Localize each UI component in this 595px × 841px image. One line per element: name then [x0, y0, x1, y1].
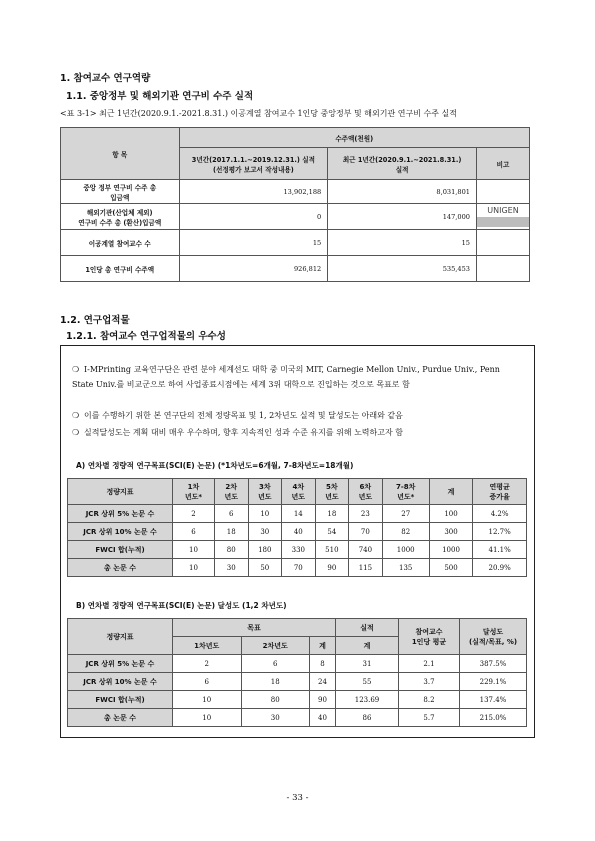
- row-label: 해외기관(산업체 제외) 연구비 수주 총 (환산)입금액: [61, 204, 180, 230]
- bullet-text: I-MPrinting 교육연구단은 관련 분야 세계선도 대학 중 미국의 MIT, Carnegie Mellon Univ., Purdue Univ., Penn State Univ.를 비교군으로 하여 사업종료시점에는 세계 3위 대학으로 진입하는 것으로 목표로 함: [72, 365, 500, 389]
- header-cell: 3차 년도: [248, 479, 282, 505]
- table3-title: B) 연차별 정량적 연구목표(SCI(E) 논문) 달성도 (1,2 차년도): [76, 601, 287, 610]
- research-target-table: [67, 478, 527, 577]
- cell: 1000: [429, 541, 472, 559]
- cell: 3.7: [399, 673, 460, 691]
- cell: 14: [282, 505, 316, 523]
- section-title: 1. 참여교수 연구역량: [60, 73, 151, 84]
- cell: 2.1: [399, 655, 460, 673]
- table-row: [68, 655, 527, 673]
- cell: 20.9%: [473, 559, 527, 577]
- table-row: [61, 256, 530, 282]
- cell: 24: [310, 673, 336, 691]
- cell-note: [476, 230, 529, 256]
- row-label: FWCI 합(누적): [68, 691, 173, 709]
- cell: 137.4%: [460, 691, 527, 709]
- row-label: 총 논문 수: [68, 709, 173, 727]
- section2-subtitle: 1.2.1. 참여교수 연구업적물의 우수성: [66, 331, 226, 342]
- row-label: JCR 상위 5% 논문 수: [68, 655, 173, 673]
- cell: 30: [241, 709, 310, 727]
- cell: 300: [429, 523, 472, 541]
- cell: 2: [173, 655, 242, 673]
- cell: 40: [282, 523, 316, 541]
- cell: 23: [349, 505, 383, 523]
- cell: 30: [214, 559, 248, 577]
- cell: 115: [349, 559, 383, 577]
- table-row: [68, 673, 527, 691]
- cell-3yr: 926,812: [179, 256, 328, 282]
- bullet-text: 실적달성도는 계획 대비 매우 우수하며, 향후 지속적인 성과 수준 유지를 위해 노력하고자 함: [84, 428, 403, 437]
- cell: 215.0%: [460, 709, 527, 727]
- bullet-item: [72, 425, 522, 440]
- cell: 31: [336, 655, 399, 673]
- cell: 8: [310, 655, 336, 673]
- cell: 18: [315, 505, 349, 523]
- cell: 12.7%: [473, 523, 527, 541]
- cell: 82: [382, 523, 429, 541]
- header-cell: 2차 년도: [214, 479, 248, 505]
- cell: 86: [336, 709, 399, 727]
- header-cell: 계: [310, 637, 336, 655]
- cell: 6: [241, 655, 310, 673]
- section2-title: 1.2. 연구업적물: [60, 315, 130, 326]
- cell: 80: [241, 691, 310, 709]
- cell: 40: [310, 709, 336, 727]
- page-number: - 33 -: [286, 793, 309, 803]
- row-label: FWCI 합(누적): [68, 541, 173, 559]
- header-cell: 정량지표: [68, 619, 173, 655]
- cell: 18: [241, 673, 310, 691]
- header-cell: 달성도 (실적/목표, %): [460, 619, 527, 655]
- cell: 80: [214, 541, 248, 559]
- header-cell: 4차 년도: [282, 479, 316, 505]
- cell: 70: [349, 523, 383, 541]
- cell-3yr: 15: [179, 230, 328, 256]
- cell: 180: [248, 541, 282, 559]
- table-row: [61, 204, 530, 230]
- header-cell: 실적: [336, 619, 399, 637]
- achievement-table: [67, 618, 527, 727]
- cell: 1000: [382, 541, 429, 559]
- header-cell: 1차년도: [173, 637, 242, 655]
- cell: 387.5%: [460, 655, 527, 673]
- cell: 4.2%: [473, 505, 527, 523]
- col-3yr-header: 3년간(2017.1.1.~2019.12.31.) 실적 (선정평가 보고서 작성내용): [179, 148, 328, 180]
- header-cell: 5차 년도: [315, 479, 349, 505]
- cell: 6: [214, 505, 248, 523]
- header-cell: 정량지표: [68, 479, 173, 505]
- cell: 5.7: [399, 709, 460, 727]
- redacted-bar: [477, 217, 529, 227]
- cell: 54: [315, 523, 349, 541]
- row-label: 총 논문 수: [68, 559, 173, 577]
- table-row: [61, 230, 530, 256]
- bullet-text: 이를 수행하기 위한 본 연구단의 전체 정량목표 및 1, 2차년도 실적 및 달성도는 아래와 같음: [84, 411, 403, 420]
- bullet-icon: ❍: [72, 365, 80, 374]
- cell: 100: [429, 505, 472, 523]
- cell: 10: [173, 559, 215, 577]
- table-row: [68, 691, 527, 709]
- table2-title: A) 연차별 정량적 연구목표(SCI(E) 논문) (*1차년도=6개월, 7-8차년도=18개월): [76, 461, 354, 470]
- cell: 27: [382, 505, 429, 523]
- cell: 500: [429, 559, 472, 577]
- row-label: 중앙 정부 연구비 수주 총 입금액: [61, 180, 180, 204]
- table1-caption: <표 3-1> 최근 1년간(2020.9.1.-2021.8.31.) 이공계열 참여교수 1인당 중앙정부 및 해외기관 연구비 수주 실적: [60, 109, 457, 118]
- table-row: [68, 709, 527, 727]
- cell-1yr: 15: [328, 230, 477, 256]
- cell: 6: [173, 673, 242, 691]
- table-row: [68, 541, 527, 559]
- research-fund-table: [60, 127, 530, 282]
- bullet-item: [72, 408, 522, 423]
- cell: 30: [248, 523, 282, 541]
- bullet-item: [72, 362, 522, 392]
- cell: 70: [282, 559, 316, 577]
- cell: 135: [382, 559, 429, 577]
- table-row: [68, 523, 527, 541]
- col-note-header: 비고: [476, 148, 529, 180]
- header-cell: 계: [429, 479, 472, 505]
- header-cell: 1차 년도*: [173, 479, 215, 505]
- row-label: 이공계열 참여교수 수: [61, 230, 180, 256]
- cell-1yr: 535,453: [328, 256, 477, 282]
- cell: 330: [282, 541, 316, 559]
- table-row: [68, 559, 527, 577]
- cell: 10: [173, 709, 242, 727]
- cell: 510: [315, 541, 349, 559]
- cell: 50: [248, 559, 282, 577]
- header-cell: 계: [336, 637, 399, 655]
- cell-note: [476, 256, 529, 282]
- cell-note: [476, 204, 529, 230]
- cell-1yr: 8,031,801: [328, 180, 477, 204]
- row-label: 1인당 총 연구비 수주액: [61, 256, 180, 282]
- cell: 6: [173, 523, 215, 541]
- cell: 10: [248, 505, 282, 523]
- header-cell: 연평균 증가율: [473, 479, 527, 505]
- cell: 10: [173, 541, 215, 559]
- cell: 90: [310, 691, 336, 709]
- cell: 90: [315, 559, 349, 577]
- cell: 123.69: [336, 691, 399, 709]
- header-cell: 참여교수 1인당 평균: [399, 619, 460, 655]
- table-row: [61, 180, 530, 204]
- cell: 10: [173, 691, 242, 709]
- section-subtitle: 1.1. 중앙정부 및 해외기관 연구비 수주 실적: [66, 91, 254, 102]
- col-item-header: 항 목: [61, 128, 180, 180]
- cell: 55: [336, 673, 399, 691]
- row-label: JCR 상위 5% 논문 수: [68, 505, 173, 523]
- note-label: UNIGEN: [487, 206, 519, 215]
- bullet-icon: ❍: [72, 411, 80, 420]
- cell: 2: [173, 505, 215, 523]
- header-cell: 6차 년도: [349, 479, 383, 505]
- col-1yr-header: 최근 1년간(2020.9.1.~2021.8.31.) 실적: [328, 148, 477, 180]
- row-label: JCR 상위 10% 논문 수: [68, 673, 173, 691]
- cell-note: [476, 180, 529, 204]
- cell: 229.1%: [460, 673, 527, 691]
- col-amount-header: 수주액(천원): [179, 128, 529, 148]
- cell-3yr: 13,902,188: [179, 180, 328, 204]
- cell-1yr: 147,000: [328, 204, 477, 230]
- cell: 8.2: [399, 691, 460, 709]
- header-cell: 2차년도: [241, 637, 310, 655]
- header-cell: 7-8차 년도*: [382, 479, 429, 505]
- cell: 41.1%: [473, 541, 527, 559]
- table-row: [68, 505, 527, 523]
- bullet-icon: ❍: [72, 428, 80, 437]
- cell-3yr: 0: [179, 204, 328, 230]
- header-cell: 목표: [173, 619, 336, 637]
- row-label: JCR 상위 10% 논문 수: [68, 523, 173, 541]
- cell: 18: [214, 523, 248, 541]
- cell: 740: [349, 541, 383, 559]
